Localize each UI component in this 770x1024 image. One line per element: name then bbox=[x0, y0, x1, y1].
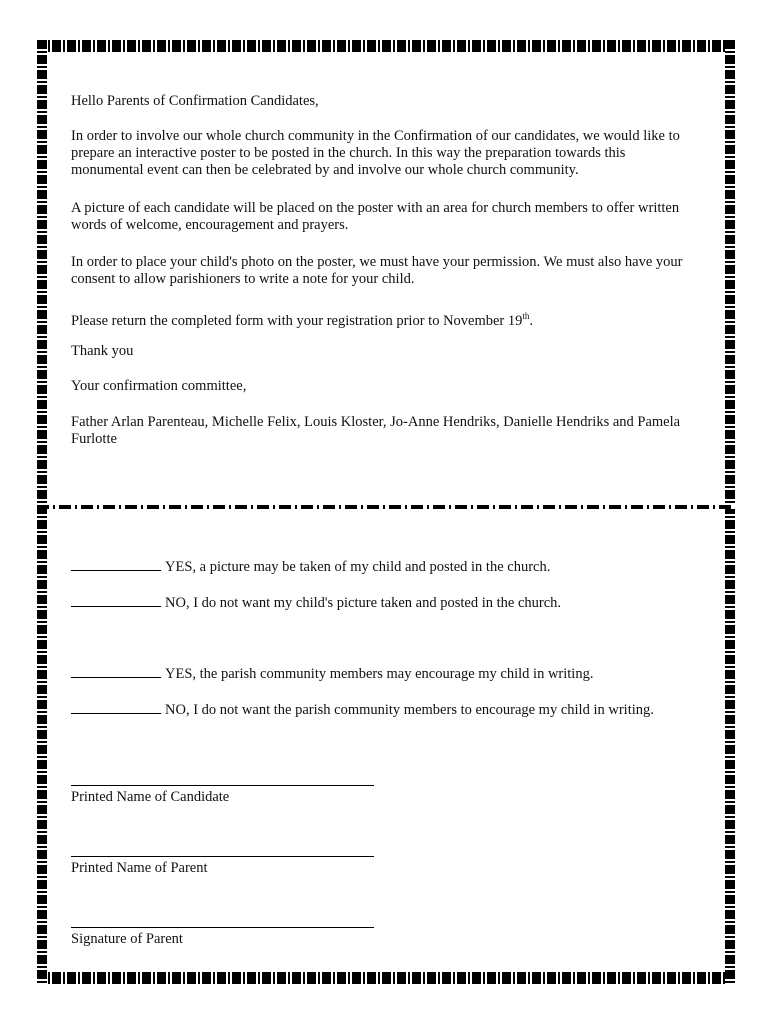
writing-consent-no bbox=[71, 700, 654, 719]
photo-no-blank[interactable] bbox=[71, 593, 161, 607]
photo-no-label: NO, I do not want my child's picture taken and posted in the church. bbox=[165, 595, 562, 611]
decorative-border-bottom bbox=[37, 972, 735, 984]
committee-heading: Your confirmation committee, bbox=[71, 378, 247, 394]
intro-paragraph: In order to involve our whole church community in the Confirmation of our candidates, we would like to prepare an interactive poster to be posted in the church. In this way the preparation towards this monumental event can then be celebrated by and involve our whole church community. bbox=[71, 128, 680, 178]
thank-you: Thank you bbox=[71, 343, 134, 359]
permission-paragraph: In order to place your child's photo on the poster, we must have your permission. We must also have your consent to allow parishioners to write a note for your child. bbox=[71, 254, 683, 287]
photo-yes-label: YES, a picture may be taken of my child and posted in the church. bbox=[165, 559, 551, 575]
writing-consent-yes bbox=[71, 664, 593, 683]
date-suffix: th bbox=[522, 311, 530, 321]
parent-name-label: Printed Name of Parent bbox=[71, 860, 208, 876]
decorative-border-left bbox=[37, 40, 47, 984]
writing-no-label: NO, I do not want the parish community members to encourage my child in writing. bbox=[165, 702, 654, 718]
poster-paragraph: A picture of each candidate will be placed on the poster with an area for church members to offer written words of welcome, encouragement and prayers. bbox=[71, 200, 680, 233]
greeting: Hello Parents of Confirmation Candidates, bbox=[71, 93, 319, 109]
parent-signature-label: Signature of Parent bbox=[71, 931, 183, 947]
photo-yes-blank[interactable] bbox=[71, 557, 161, 571]
parent-signature-line[interactable] bbox=[71, 927, 374, 928]
committee-members: Father Arlan Parenteau, Michelle Felix, Louis Kloster, Jo-Anne Hendriks, Danielle Hendriks and Pamela Furlotte bbox=[71, 414, 681, 447]
writing-no-blank[interactable] bbox=[71, 700, 161, 714]
photo-consent-no bbox=[71, 593, 561, 612]
photo-consent-yes bbox=[71, 557, 550, 576]
cut-line-divider bbox=[37, 505, 735, 509]
candidate-name-label: Printed Name of Candidate bbox=[71, 789, 230, 805]
return-deadline bbox=[71, 308, 696, 330]
writing-yes-label: YES, the parish community members may encourage my child in writing. bbox=[165, 666, 594, 682]
candidate-name-line[interactable] bbox=[71, 785, 374, 786]
return-deadline-text: Please return the completed form with your registration prior to November 19 bbox=[71, 312, 523, 329]
decorative-border-right bbox=[725, 40, 735, 984]
parent-name-line[interactable] bbox=[71, 856, 374, 857]
writing-yes-blank[interactable] bbox=[71, 664, 161, 678]
return-deadline-end: . bbox=[529, 312, 534, 329]
decorative-border-top bbox=[37, 40, 735, 52]
